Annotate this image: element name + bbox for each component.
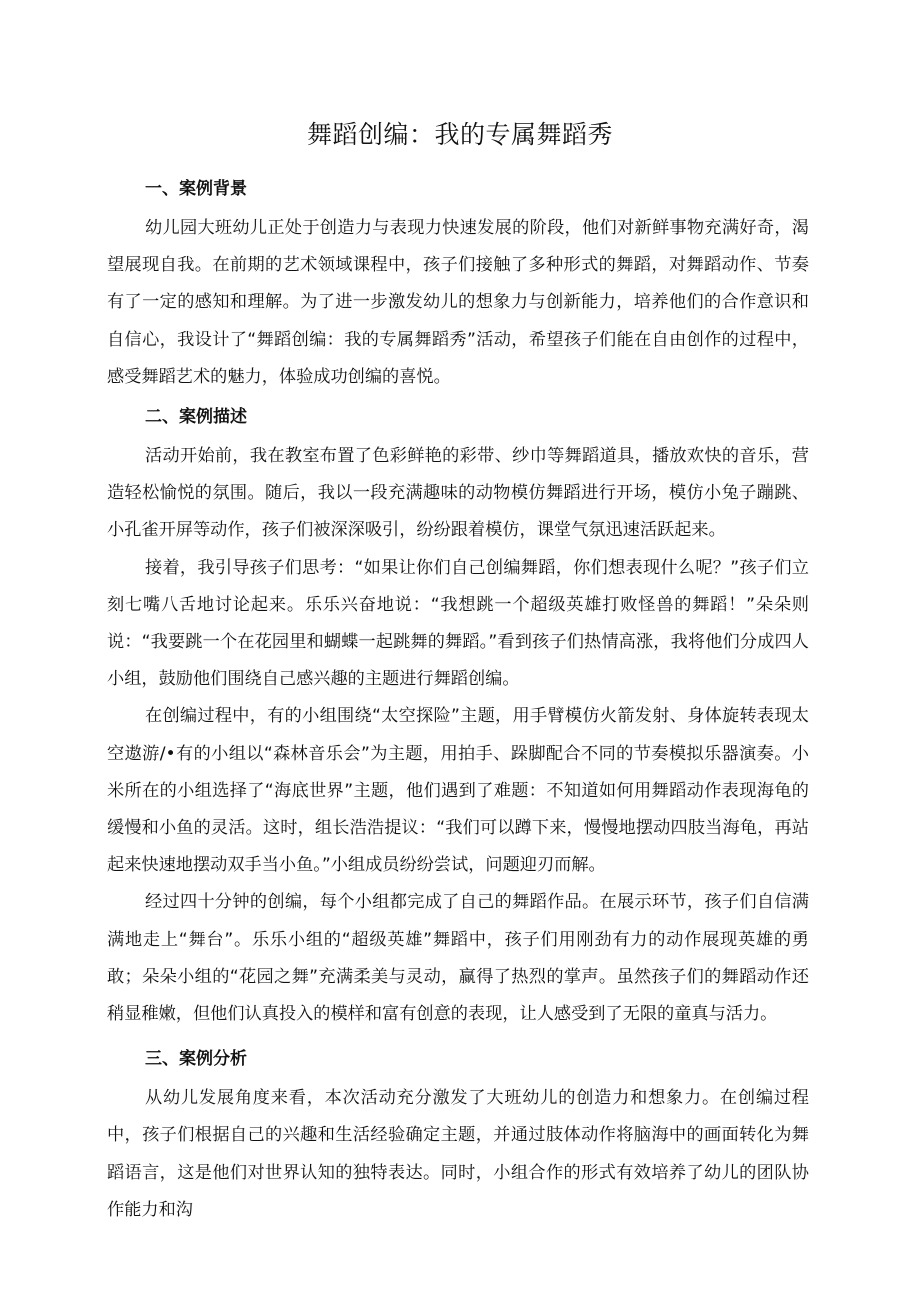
section-heading: 三、案例分析 bbox=[145, 1049, 247, 1070]
section-analysis bbox=[107, 1045, 809, 1229]
section-heading: 一、案例背景 bbox=[145, 179, 247, 199]
section-description bbox=[107, 403, 809, 1033]
paragraph: 经过四十分钟的创编，每个小组都完成了自己的舞蹈作品。在展示环节，孩子们自信满满地走上“舞台”。乐乐小组的“超级英雄”舞蹈中，孩子们用刚劲有力的动作展现英雄的勇敢；朵朵小组的“花园之舞”充满柔美与灵动，赢得了热烈的掌声。虽然孩子们的舞蹈动作还稍显稚嫩，但他们认真投入的模样和富有创意的表现，让人感受到了无限的童真与活力。 bbox=[107, 892, 809, 1025]
section-heading: 二、案例描述 bbox=[145, 407, 247, 428]
paragraph: 幼儿园大班幼儿正处于创造力与表现力快速发展的阶段，他们对新鲜事物充满好奇，渴望展现自我。在前期的艺术领域课程中，孩子们接触了多种形式的舞蹈，对舞蹈动作、节奏有了一定的感知和理解。为了进一步激发幼儿的想象力与创新能力，培养他们的合作意识和自信心，我设计了“舞蹈创编：我的专属舞蹈秀”活动，希望孩子们能在自由创作的过程中，感受舞蹈艺术的魅力，体验成功创编的喜悦。 bbox=[107, 218, 809, 387]
paragraph: 从幼儿发展角度来看，本次活动充分激发了大班幼儿的创造力和想象力。在创编过程中，孩子们根据自己的兴趣和生活经验确定主题，并通过肢体动作将脑海中的画面转化为舞蹈语言，这是他们对世界认知的独特表达。同时，小组合作的形式有效培养了幼儿的团队协作能力和沟 bbox=[107, 1088, 809, 1220]
document-title: 舞蹈创编：我的专属舞蹈秀 bbox=[306, 120, 613, 149]
section-background bbox=[107, 175, 809, 396]
paragraph: 在创编过程中，有的小组围绕“太空探险”主题，用手臂模仿火箭发射、身体旋转表现太空遨游/•有的小组以“森林音乐会”为主题，用拍手、跺脚配合不同的节奏模拟乐器演奏。小米所在的小组选择了“海底世界”主题，他们遇到了难题：不知道如何用舞蹈动作表现海龟的缓慢和小鱼的灵活。这时，组长浩浩提议：“我们可以蹲下来，慢慢地摆动四肢当海龟，再站起来快速地摆动双手当小鱼。”小组成员纷纷尝试，问题迎刃而解。 bbox=[107, 706, 809, 876]
paragraph: 活动开始前，我在教室布置了色彩鲜艳的彩带、纱巾等舞蹈道具，播放欢快的音乐，营造轻松愉悦的氛围。随后，我以一段充满趣味的动物模仿舞蹈进行开场，模仿小兔子蹦跳、小孔雀开屏等动作，孩子们被深深吸引，纷纷跟着模仿，课堂气氛迅速活跃起来。 bbox=[107, 446, 809, 541]
document-body bbox=[107, 175, 809, 1229]
paragraph: 接着，我引导孩子们思考：“如果让你们自己创编舞蹈，你们想表现什么呢？”孩子们立刻七嘴八舌地讨论起来。乐乐兴奋地说：“我想跳一个超级英雄打败怪兽的舞蹈！”朵朵则说：“我要跳一个在花园里和蝴蝶一起跳舞的舞蹈。”看到孩子们热情高涨，我将他们分成四人小组，鼓励他们围绕自己感兴趣的主题进行舞蹈创编。 bbox=[107, 557, 809, 690]
